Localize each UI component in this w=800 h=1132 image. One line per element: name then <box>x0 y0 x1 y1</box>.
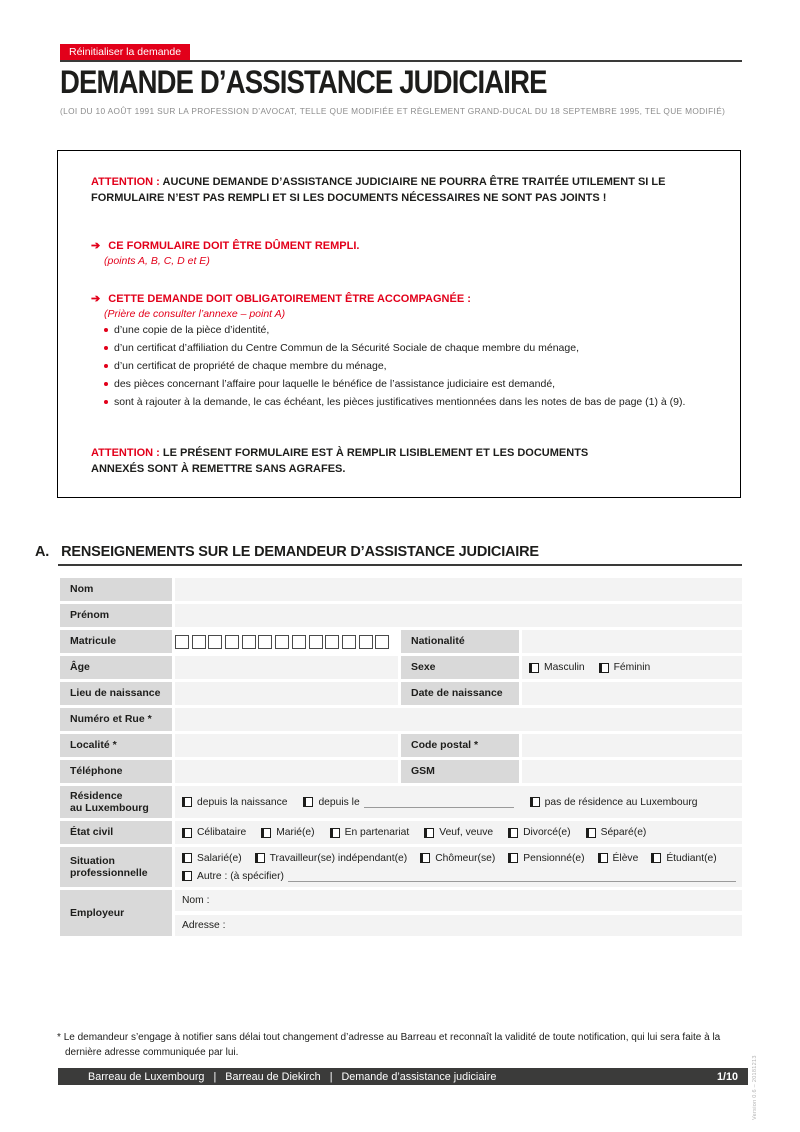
checkbox-label: Élève <box>612 852 639 864</box>
section-title: RENSEIGNEMENTS SUR LE DEMANDEUR D’ASSISTANCE JUDICIAIRE <box>61 544 539 560</box>
gsm-input[interactable] <box>522 760 742 783</box>
checkbox-etudiant[interactable] <box>651 853 661 863</box>
bullet-icon <box>104 364 108 368</box>
etat-civil-label: État civil <box>60 821 172 844</box>
table-row <box>60 656 742 679</box>
footer-segment: Barreau de Diekirch <box>225 1070 321 1083</box>
footer-breadcrumb <box>88 1071 717 1083</box>
age-input[interactable] <box>175 656 398 679</box>
autre-specifier-input[interactable] <box>288 868 736 882</box>
lieu-naissance-label: Lieu de naissance <box>60 682 172 705</box>
section-a-rule <box>58 564 742 566</box>
checkbox-label: Divorcé(e) <box>523 827 571 838</box>
checkbox-celibataire[interactable] <box>182 828 192 838</box>
table-row <box>60 734 742 757</box>
point2-title <box>91 292 471 305</box>
matricule-box[interactable] <box>225 635 239 649</box>
employeur-label: Employeur <box>60 890 172 936</box>
date-naissance-label: Date de naissance <box>401 682 519 705</box>
point2-note: (Prière de consulter l’annexe – point A) <box>104 308 286 320</box>
point1-title <box>91 239 359 252</box>
etat-civil-option <box>261 827 314 838</box>
nom-label: Nom <box>60 578 172 601</box>
situation-option <box>651 853 716 864</box>
checkbox-eleve[interactable] <box>598 853 608 863</box>
localite-input[interactable] <box>175 734 398 757</box>
point1-title-text: CE FORMULAIRE DOIT ÊTRE DÛMENT REMPLI. <box>108 240 360 252</box>
employeur-nom-label: Nom : <box>182 895 210 906</box>
checkbox-salarie[interactable] <box>182 853 192 863</box>
checkbox-label: pas de résidence au Luxembourg <box>544 796 698 808</box>
employeur-adresse-label: Adresse : <box>182 920 226 931</box>
checkbox-divorce[interactable] <box>508 828 518 838</box>
matricule-boxes <box>175 630 398 653</box>
checkbox-label: depuis la naissance <box>197 796 288 808</box>
checkbox-label: Travailleur(se) indépendant(e) <box>269 852 408 864</box>
matricule-box[interactable] <box>309 635 323 649</box>
situation-line1 <box>182 849 742 867</box>
situation-label-line2: professionnelle <box>70 867 148 879</box>
address-footnote <box>57 1031 751 1060</box>
situation-option <box>255 853 408 864</box>
page-title: DEMANDE D’ASSISTANCE JUDICIAIRE <box>60 64 547 100</box>
checkbox-pas-de-residence[interactable] <box>530 797 540 807</box>
situation-label <box>60 847 172 887</box>
matricule-box[interactable] <box>242 635 256 649</box>
attention-label: ATTENTION : <box>91 176 160 188</box>
page-number: 1/10 <box>716 1070 738 1083</box>
bullet-text: d’un certificat d’affiliation du Centre Commun de la Sécurité Sociale de chaque membre du ménage, <box>114 342 579 354</box>
attention-label: ATTENTION : <box>91 447 160 459</box>
footer-bar <box>58 1068 748 1085</box>
matricule-box[interactable] <box>258 635 272 649</box>
footer-segment: Barreau de Luxembourg <box>88 1070 205 1083</box>
bullet-icon <box>104 328 108 332</box>
numero-rue-input[interactable] <box>175 708 742 731</box>
bullet-text: des pièces concernant l’affaire pour laquelle le bénéfice de l’assistance judiciaire est demandé, <box>114 378 556 390</box>
footnote-marker: * <box>57 1032 61 1043</box>
checkbox-masculin[interactable] <box>529 663 539 673</box>
residence-label <box>60 786 172 818</box>
residence-option <box>182 797 287 808</box>
bullet-icon <box>104 346 108 350</box>
checkbox-separe[interactable] <box>586 828 596 838</box>
etat-civil-option <box>330 827 410 838</box>
etat-civil-options <box>175 821 742 844</box>
bullet-text: d’un certificat de propriété de chaque membre du ménage, <box>114 360 387 372</box>
etat-civil-option <box>586 827 647 838</box>
notice-box <box>57 150 741 498</box>
applicant-form <box>60 578 742 939</box>
checkbox-veuf-veuve[interactable] <box>424 828 434 838</box>
etat-civil-option <box>424 827 493 838</box>
situation-options <box>175 847 742 887</box>
age-label: Âge <box>60 656 172 679</box>
footnote-text: Le demandeur s’engage à notifier sans délai tout changement d’adresse au Barreau et reconnaît la validité de toute notification, qui lui sera faite à la dernière adresse communiquée par lui. <box>63 1032 721 1058</box>
sexe-label: Sexe <box>401 656 519 679</box>
telephone-input[interactable] <box>175 760 398 783</box>
checkbox-label: Séparé(e) <box>600 827 647 838</box>
situation-option <box>508 853 584 864</box>
checkbox-label: Masculin <box>544 662 585 673</box>
bullet-icon <box>104 400 108 404</box>
arrow-icon: ➔ <box>91 293 101 305</box>
checkbox-depuis-le[interactable] <box>303 797 313 807</box>
list-item <box>104 342 579 354</box>
prenom-label: Prénom <box>60 604 172 627</box>
header-rule <box>60 60 742 62</box>
table-row <box>60 760 742 783</box>
matricule-box[interactable] <box>208 635 222 649</box>
section-letter: A. <box>35 544 50 560</box>
matricule-box[interactable] <box>342 635 356 649</box>
table-row <box>60 890 742 936</box>
employeur-nom-input[interactable] <box>175 890 742 911</box>
footer-segment: Demande d’assistance judiciaire <box>341 1070 497 1083</box>
page-subtitle: (LOI DU 10 AOÛT 1991 SUR LA PROFESSION D’AVOCAT, TELLE QUE MODIFIÉE ET RÈGLEMENT GRAND-DUCAL DU 18 SEPTEMBRE 1995, TEL QUE MODIFIÉ) <box>60 106 726 116</box>
checkbox-label: depuis le <box>318 796 360 808</box>
code-postal-input[interactable] <box>522 734 742 757</box>
etat-civil-option <box>182 827 246 838</box>
nationalite-label: Nationalité <box>401 630 519 653</box>
sexe-option <box>599 662 651 673</box>
situation-option <box>182 871 284 882</box>
localite-label: Localité * <box>60 734 172 757</box>
matricule-box[interactable] <box>359 635 373 649</box>
checkbox-autre[interactable] <box>182 871 192 881</box>
code-postal-label: Code postal * <box>401 734 519 757</box>
bullet-text: d’une copie de la pièce d’identité, <box>114 324 270 336</box>
residence-options <box>175 786 742 818</box>
table-row <box>60 708 742 731</box>
checkbox-label: Étudiant(e) <box>666 852 717 864</box>
checkbox-label: Chômeur(se) <box>435 852 496 864</box>
list-item <box>104 396 685 408</box>
nationalite-input[interactable] <box>522 630 742 653</box>
warning-intro-text: AUCUNE DEMANDE D’ASSISTANCE JUDICIAIRE NE POURRA ÊTRE TRAITÉE UTILEMENT SI LE FORMULAIRE N’EST PAS REMPLI ET SI LES DOCUMENTS NÉCESSAIRES NE SONT PAS JOINTS ! <box>91 176 666 204</box>
point1-note: (points A, B, C, D et E) <box>104 255 210 267</box>
checkbox-feminin[interactable] <box>599 663 609 673</box>
list-item <box>104 324 269 336</box>
arrow-icon: ➔ <box>91 240 101 252</box>
bullet-icon <box>104 382 108 386</box>
employeur-adresse-input[interactable] <box>175 915 742 936</box>
numero-rue-label: Numéro et Rue * <box>60 708 172 731</box>
etat-civil-option <box>508 827 571 838</box>
checkbox-label: Salarié(e) <box>197 852 242 864</box>
table-row <box>60 578 742 601</box>
section-a-heading <box>35 544 539 560</box>
sexe-option <box>529 662 585 673</box>
warning-intro <box>91 175 691 206</box>
point2-title-text: CETTE DEMANDE DOIT OBLIGATOIREMENT ÊTRE ACCOMPAGNÉE : <box>108 293 471 305</box>
residence-label-line1: Résidence <box>70 789 123 802</box>
telephone-label: Téléphone <box>60 760 172 783</box>
residence-label-line2: au Luxembourg <box>70 802 149 814</box>
gsm-label: GSM <box>401 760 519 783</box>
situation-label-line1: Situation <box>70 854 115 867</box>
matricule-label: Matricule <box>60 630 172 653</box>
lieu-naissance-input[interactable] <box>175 682 398 705</box>
footer-divider: | <box>213 1070 217 1083</box>
date-naissance-input[interactable] <box>522 682 742 705</box>
table-row <box>60 630 742 653</box>
matricule-box[interactable] <box>275 635 289 649</box>
table-row <box>60 786 742 818</box>
checkbox-independant[interactable] <box>255 853 265 863</box>
matricule-box[interactable] <box>375 635 389 649</box>
situation-line2 <box>182 867 742 885</box>
checkbox-label: Veuf, veuve <box>439 827 494 838</box>
residence-option <box>530 797 698 808</box>
residence-option <box>303 797 359 808</box>
checkbox-pensionne[interactable] <box>508 853 518 863</box>
checkbox-label: Marié(e) <box>276 827 315 838</box>
warning-outro-text: LE PRÉSENT FORMULAIRE EST À REMPLIR LISIBLEMENT ET LES DOCUMENTS ANNEXÉS SONT À REMETTRE SANS AGRAFES. <box>91 447 589 475</box>
situation-option <box>598 853 639 864</box>
checkbox-label: Féminin <box>613 662 651 673</box>
footer-divider: | <box>329 1070 333 1083</box>
table-row <box>60 821 742 844</box>
checkbox-chomeur[interactable] <box>420 853 430 863</box>
sexe-options <box>522 656 742 679</box>
prenom-input[interactable] <box>175 604 742 627</box>
version-label: Version 0.6 – 20181213 <box>752 1055 758 1120</box>
matricule-box[interactable] <box>175 635 189 649</box>
checkbox-label: Autre : (à spécifier) <box>197 870 284 882</box>
checkbox-label: En partenariat <box>344 827 410 838</box>
reset-request-button[interactable]: Réinitialiser la demande <box>60 44 190 60</box>
situation-option <box>420 853 495 864</box>
list-item <box>104 378 555 390</box>
checkbox-marie[interactable] <box>261 828 271 838</box>
checkbox-en-partenariat[interactable] <box>330 828 340 838</box>
matricule-box[interactable] <box>192 635 206 649</box>
checkbox-label: Pensionné(e) <box>523 852 585 864</box>
situation-option <box>182 853 242 864</box>
checkbox-label: Célibataire <box>197 827 247 838</box>
warning-outro <box>91 446 631 477</box>
employeur-fields <box>175 890 742 936</box>
matricule-box[interactable] <box>292 635 306 649</box>
bullet-text: sont à rajouter à la demande, le cas échéant, les pièces justificatives mentionnées dans les notes de bas de page (1) à (9). <box>114 396 686 408</box>
depuis-le-date-input[interactable] <box>364 794 514 808</box>
table-row <box>60 604 742 627</box>
table-row <box>60 847 742 887</box>
checkbox-depuis-naissance[interactable] <box>182 797 192 807</box>
matricule-box[interactable] <box>325 635 339 649</box>
list-item <box>104 360 387 372</box>
nom-input[interactable] <box>175 578 742 601</box>
table-row <box>60 682 742 705</box>
